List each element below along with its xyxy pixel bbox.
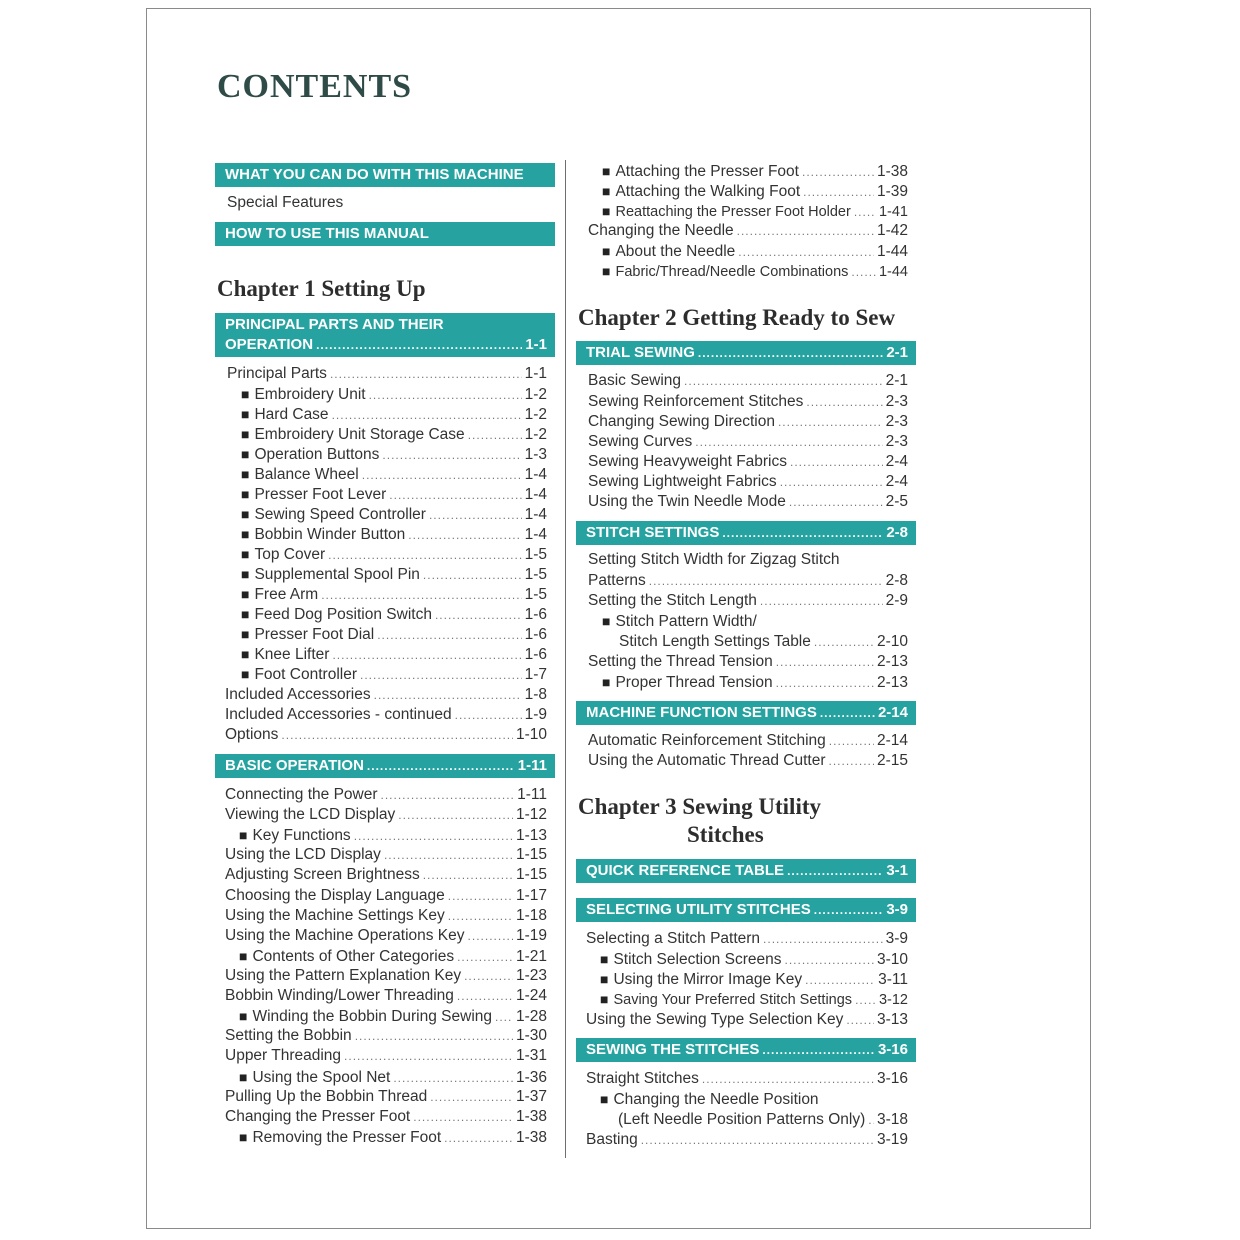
section-bar-page: 3-16 bbox=[877, 1041, 908, 1058]
section-bar-page: 3-1 bbox=[886, 862, 908, 879]
chapter-2-heading: Chapter 2 Getting Ready to Sew bbox=[578, 305, 896, 330]
toc-subentry[interactable]: ■ Key Functions ..... 1-13 bbox=[239, 825, 547, 845]
section-bar-label: QUICK REFERENCE TABLE bbox=[586, 862, 785, 879]
dot-leader bbox=[316, 335, 522, 355]
toc-entry[interactable]: Viewing the LCD Display ..... 1-12 bbox=[225, 805, 547, 825]
toc-subentry[interactable]: ■ Winding the Bobbin During Sewing ..... 1-28 bbox=[239, 1006, 547, 1026]
dot-leader bbox=[698, 341, 883, 365]
toc-entry[interactable]: Included Accessories - continued ..... 1-9 bbox=[225, 705, 547, 725]
toc-subentry[interactable]: ■ Attaching the Walking Foot ..... 1-39 bbox=[602, 181, 908, 201]
dot-leader bbox=[814, 898, 884, 922]
toc-entry[interactable]: Using the Machine Settings Key ..... 1-18 bbox=[225, 906, 547, 926]
section-bar-page: 1-1 bbox=[525, 336, 547, 353]
section-bar-trial-sewing[interactable] bbox=[576, 341, 916, 365]
toc-subentry[interactable]: ■ Using the Mirror Image Key ..... 3-11 bbox=[600, 969, 908, 989]
toc-entry[interactable]: Sewing Curves ..... 2-3 bbox=[588, 432, 908, 452]
toc-entry[interactable]: Upper Threading ..... 1-31 bbox=[225, 1046, 547, 1066]
dot-leader bbox=[762, 1038, 875, 1062]
toc-subentry[interactable]: ■ Supplemental Spool Pin ..... 1-5 bbox=[241, 564, 547, 584]
toc-subentry[interactable]: ■ Operation Buttons ..... 1-3 bbox=[241, 444, 547, 464]
section-bar-label: MACHINE FUNCTION SETTINGS bbox=[586, 704, 817, 721]
toc-entry[interactable]: Changing the Needle ..... 1-42 bbox=[588, 221, 908, 241]
column-divider bbox=[565, 160, 566, 1158]
toc-subentry[interactable]: ■ Fabric/Thread/Needle Combinations ..... 1-44 bbox=[602, 261, 908, 281]
toc-subentry[interactable]: ■ Hard Case ..... 1-2 bbox=[241, 404, 547, 424]
toc-entry-special-features[interactable]: Special Features bbox=[227, 194, 344, 211]
section-bar-label: SEWING THE STITCHES bbox=[586, 1041, 760, 1058]
section-bar-label: PRINCIPAL PARTS AND THEIR bbox=[225, 316, 444, 333]
toc-entry[interactable]: Using the Sewing Type Selection Key ..... 3-13 bbox=[586, 1010, 908, 1030]
toc-entry[interactable]: Changing Sewing Direction ..... 2-3 bbox=[588, 412, 908, 432]
toc-entry[interactable]: Using the Automatic Thread Cutter ..... 2-15 bbox=[588, 751, 908, 771]
toc-subentry[interactable]: ■ Proper Thread Tension ..... 2-13 bbox=[602, 672, 908, 692]
toc-subentry[interactable]: ■ Stitch Selection Screens ..... 3-10 bbox=[600, 949, 908, 969]
section-bar-label: TRIAL SEWING bbox=[586, 344, 695, 361]
page-title: CONTENTS bbox=[217, 68, 413, 105]
toc-entry[interactable]: Options ..... 1-10 bbox=[225, 725, 547, 745]
toc-entry[interactable]: Bobbin Winding/Lower Threading ..... 1-24 bbox=[225, 986, 547, 1006]
section-bar-stitch-settings[interactable] bbox=[576, 521, 916, 545]
toc-entry[interactable]: Using the LCD Display ..... 1-15 bbox=[225, 845, 547, 865]
section-bar-quick-reference[interactable] bbox=[576, 859, 916, 883]
toc-subentry[interactable]: ■ Sewing Speed Controller ..... 1-4 bbox=[241, 504, 547, 524]
chapter-1-heading: Chapter 1 Setting Up bbox=[217, 276, 426, 301]
section-bar-label: STITCH SETTINGS bbox=[586, 524, 720, 541]
toc-entry[interactable]: Sewing Lightweight Fabrics ..... 2-4 bbox=[588, 472, 908, 492]
toc-entry[interactable]: Setting the Bobbin ..... 1-30 bbox=[225, 1026, 547, 1046]
section-bar-selecting-utility-stitches[interactable] bbox=[576, 898, 916, 922]
section-bar-how-to-use[interactable] bbox=[215, 222, 555, 246]
section-bar-basic-operation[interactable] bbox=[215, 754, 555, 778]
toc-subentry[interactable]: ■ Knee Lifter ..... 1-6 bbox=[241, 644, 547, 664]
toc-subentry-continued[interactable]: (Left Needle Position Patterns Only) ..... 3-18 bbox=[618, 1110, 908, 1130]
chapter-3-heading: Chapter 3 Sewing Utility bbox=[578, 794, 821, 819]
section-bar-label: HOW TO USE THIS MANUAL bbox=[225, 225, 429, 242]
section-bar-label: SELECTING UTILITY STITCHES bbox=[586, 901, 811, 918]
chapter-3-heading-line2: Stitches bbox=[687, 822, 764, 847]
toc-subentry[interactable]: ■ Using the Spool Net ..... 1-36 bbox=[239, 1067, 547, 1087]
toc-subentry[interactable]: ■ Saving Your Preferred Stitch Settings ..... 3-12 bbox=[600, 989, 908, 1009]
toc-entry[interactable]: Sewing Reinforcement Stitches ..... 2-3 bbox=[588, 392, 908, 412]
section-bar-what-you-can-do[interactable] bbox=[215, 163, 555, 187]
toc-subentry[interactable]: ■ Feed Dog Position Switch ..... 1-6 bbox=[241, 604, 547, 624]
toc-entry[interactable]: Using the Pattern Explanation Key ..... 1-23 bbox=[225, 966, 547, 986]
toc-entry[interactable]: Changing the Presser Foot ..... 1-38 bbox=[225, 1107, 547, 1127]
toc-subentry[interactable]: ■ Presser Foot Dial ..... 1-6 bbox=[241, 624, 547, 644]
section-bar-page: 2-1 bbox=[886, 344, 908, 361]
toc-subentry-continued[interactable]: Stitch Length Settings Table ..... 2-10 bbox=[619, 632, 908, 652]
section-bar-principal-parts[interactable] bbox=[215, 313, 555, 357]
toc-entry[interactable]: Automatic Reinforcement Stitching ..... 2-14 bbox=[588, 731, 908, 751]
section-bar-label: WHAT YOU CAN DO WITH THIS MACHINE bbox=[225, 166, 524, 183]
toc-subentry[interactable]: ■ Presser Foot Lever ..... 1-4 bbox=[241, 484, 547, 504]
section-bar-page: 1-11 bbox=[517, 757, 547, 774]
toc-entry[interactable]: Straight Stitches ..... 3-16 bbox=[586, 1069, 908, 1089]
dot-leader bbox=[722, 521, 883, 545]
toc-entry[interactable]: Sewing Heavyweight Fabrics ..... 2-4 bbox=[588, 452, 908, 472]
section-bar-page: 2-8 bbox=[886, 524, 908, 541]
toc-entry[interactable]: Basting ..... 3-19 bbox=[586, 1130, 908, 1150]
toc-entry[interactable]: Setting the Thread Tension ..... 2-13 bbox=[588, 652, 908, 672]
toc-subentry[interactable]: ■ Reattaching the Presser Foot Holder ..... 1-41 bbox=[602, 201, 908, 221]
toc-subentry[interactable]: ■ Foot Controller ..... 1-7 bbox=[241, 664, 547, 684]
toc-subentry[interactable]: ■ Free Arm ..... 1-5 bbox=[241, 584, 547, 604]
toc-entry-line[interactable]: Setting Stitch Width for Zigzag Stitch bbox=[588, 551, 840, 568]
toc-subentry[interactable]: ■ Embroidery Unit ..... 1-2 bbox=[241, 384, 547, 404]
section-bar-page: 2-14 bbox=[877, 704, 908, 721]
toc-entry[interactable]: Adjusting Screen Brightness ..... 1-15 bbox=[225, 865, 547, 885]
section-bar-label: BASIC OPERATION bbox=[225, 757, 364, 774]
toc-entry[interactable]: Using the Twin Needle Mode ..... 2-5 bbox=[588, 492, 908, 512]
toc-subentry[interactable]: ■ Top Cover ..... 1-5 bbox=[241, 544, 547, 564]
toc-subentry[interactable]: ■ Balance Wheel ..... 1-4 bbox=[241, 464, 547, 484]
section-bar-label: OPERATION bbox=[225, 336, 314, 353]
dot-leader bbox=[787, 859, 883, 883]
toc-subentry[interactable]: ■ Embroidery Unit Storage Case ..... 1-2 bbox=[241, 424, 547, 444]
toc-subentry[interactable]: ■ Removing the Presser Foot ..... 1-38 bbox=[239, 1127, 547, 1147]
toc-entry[interactable]: Choosing the Display Language ..... 1-17 bbox=[225, 886, 547, 906]
toc-subentry[interactable]: ■ Contents of Other Categories ..... 1-21 bbox=[239, 946, 547, 966]
toc-subentry[interactable]: ■ About the Needle ..... 1-44 bbox=[602, 241, 908, 261]
toc-entry[interactable]: Setting the Stitch Length ..... 2-9 bbox=[588, 591, 908, 611]
toc-entry[interactable]: Patterns ..... 2-8 bbox=[588, 571, 908, 591]
toc-subentry[interactable]: ■ Attaching the Presser Foot ..... 1-38 bbox=[602, 161, 908, 181]
toc-entry[interactable]: Included Accessories ..... 1-8 bbox=[225, 685, 547, 705]
section-bar-page: 3-9 bbox=[886, 901, 908, 918]
section-bar-sewing-the-stitches[interactable] bbox=[576, 1038, 916, 1062]
toc-entry[interactable]: Basic Sewing ..... 2-1 bbox=[588, 371, 908, 391]
toc-subentry[interactable]: ■ Stitch Pattern Width/ bbox=[602, 611, 908, 631]
dot-leader bbox=[367, 754, 515, 778]
toc-subentry[interactable]: ■ Bobbin Winder Button ..... 1-4 bbox=[241, 524, 547, 544]
toc-entry[interactable]: Connecting the Power ..... 1-11 bbox=[225, 785, 547, 805]
toc-entry[interactable]: Pulling Up the Bobbin Thread ..... 1-37 bbox=[225, 1087, 547, 1107]
toc-entry[interactable]: Principal Parts ..... 1-1 bbox=[227, 364, 547, 384]
dot-leader bbox=[820, 701, 875, 725]
toc-subentry[interactable]: ■ Changing the Needle Position bbox=[600, 1089, 908, 1109]
section-bar-machine-function-settings[interactable] bbox=[576, 701, 916, 725]
toc-entry[interactable]: Selecting a Stitch Pattern ..... 3-9 bbox=[586, 929, 908, 949]
toc-entry[interactable]: Using the Machine Operations Key ..... 1-19 bbox=[225, 926, 547, 946]
